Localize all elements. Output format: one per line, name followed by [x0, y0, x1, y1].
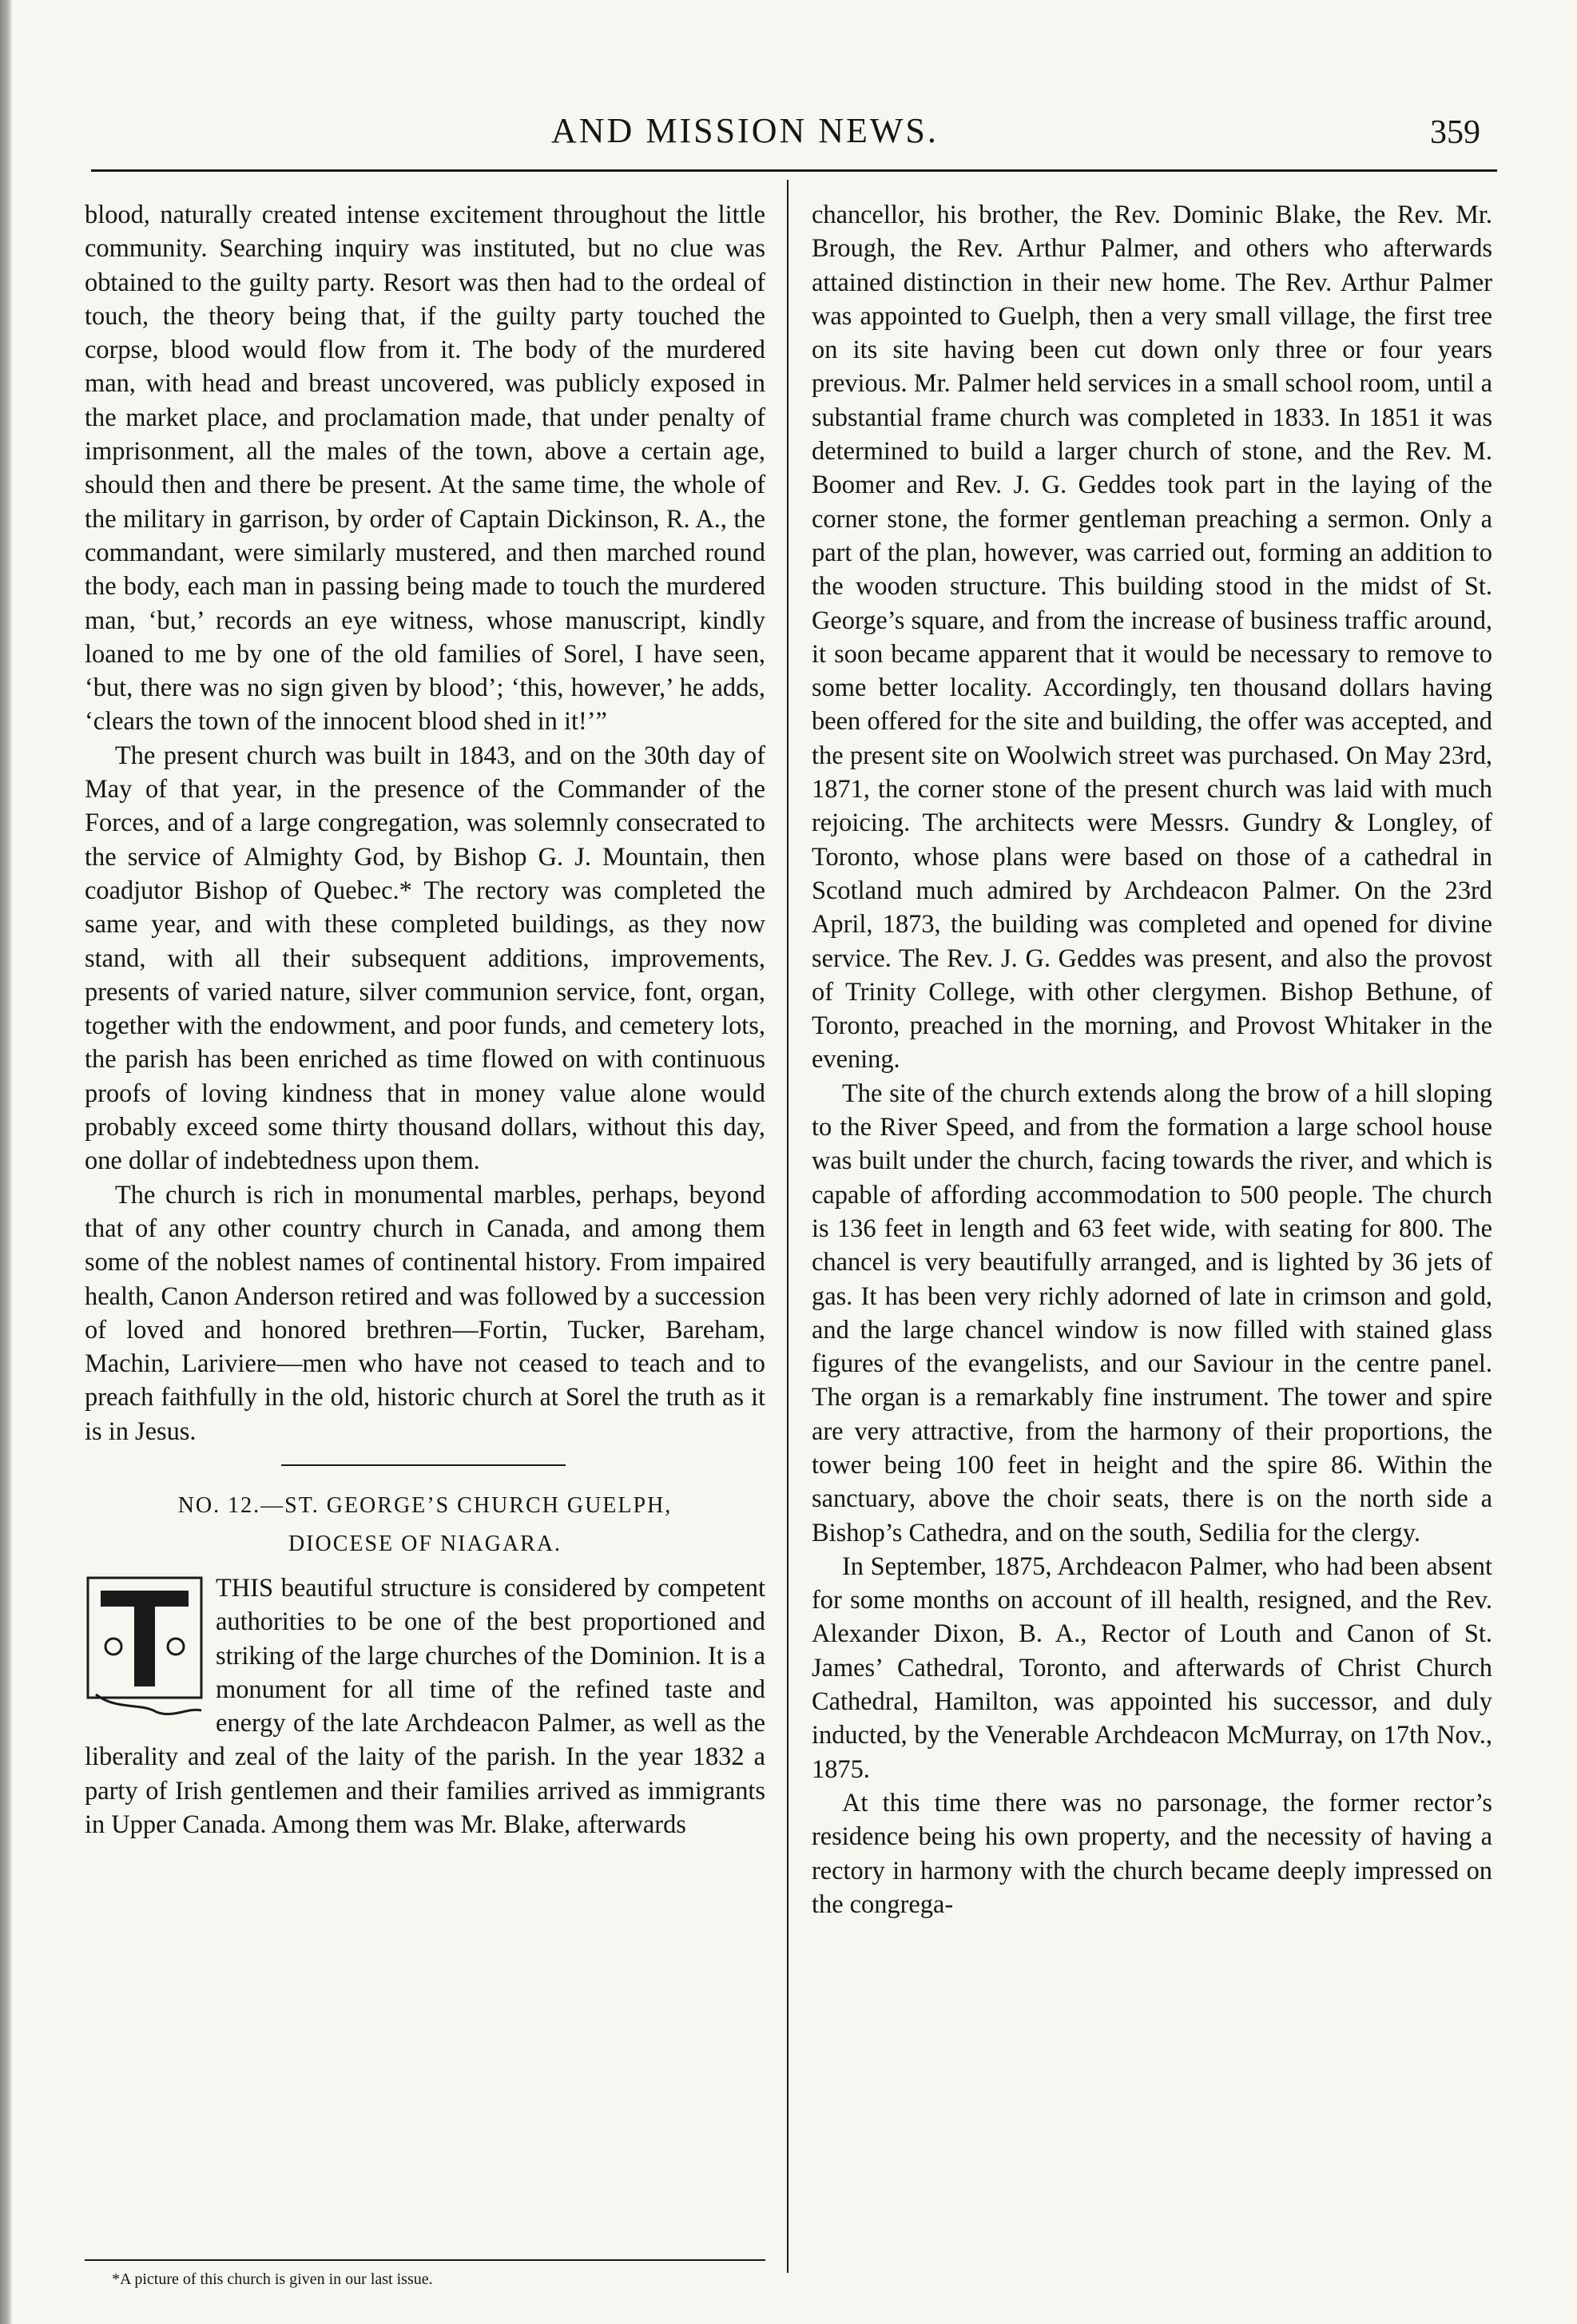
paragraph: At this time there was no parsonage, the former rector’s residence being his own property, and the necessity of having a rectory in harmony with the church became deeply impressed on the congrega- — [812, 1788, 1492, 1919]
running-title: AND MISSION NEWS. — [551, 111, 939, 150]
section-subtitle: DIOCESE OF NIAGARA. — [288, 1531, 562, 1556]
footnote-rule — [85, 2259, 765, 2261]
page-edge-shadow — [0, 0, 13, 2324]
paragraph: chancellor, his brother, the Rev. Dominic Blake, the Rev. Mr. Brough, the Rev. Arthur Palmer, and others who afterwards attained distinction in their new home. The Rev. Arthur Palmer was appointed to Guelph, then a very small village, the first tree on its site having been cut down only three or four years previous. Mr. Palmer held services in a small school room, until a substantial frame church was completed in 1833. In 1851 it was determined to build a larger church of stone, and the Rev. M. Boomer and Rev. J. G. Geddes took part in the laying of the corner stone, the former gentleman preaching a sermon. Only a part of the plan, however, was carried out, forming an addition to the wooden structure. This building stood in the midst of St. George’s square, and from the increase of business traffic around, it soon became apparent that it would be necessary to remove to some better locality. Accordingly, ten thousand dollars having been offered for the site and building, the offer was accepted, and the present site on Woolwich street was purchased. On May 23rd, 1871, the corner stone of the present church was laid with much rejoicing. The architects were Messrs. Gundry & Longley, of Toronto, whose plans were based on those of a cathedral in Scotland much admired by Archdeacon Palmer. On the 23rd April, 1873, the building was completed and opened for divine service. The Rev. J. G. Geddes was present, and also the provost of Trinity College, with other clergymen. Bishop Bethune, of Toronto, preached in the morning, and Provost Whitaker in the evening. — [812, 201, 1492, 1075]
header-rule — [91, 169, 1497, 172]
left-column — [85, 198, 765, 1841]
section-rule — [281, 1464, 566, 1466]
section-title: NO. 12.—ST. GEORGE’S CHURCH GUELPH, — [177, 1492, 673, 1518]
ornamental-initial-t — [85, 1575, 205, 1718]
page-number: 359 — [1430, 114, 1480, 151]
page-header — [0, 110, 1577, 158]
right-column — [812, 198, 1492, 1921]
paragraph: The site of the church extends along the brow of a hill sloping to the River Speed, and from the formation a large school house was built under the church, facing towards the river, and which is capable of affording accommodation to 500 people. The church is 136 feet in length and 63 feet wide, with seating for 800. The chancel is very beautifully arranged, and is lighted by 36 jets of gas. It has been very richly adorned of late in crimson and gold, and the large chancel window is now filled with stained glass figures of the evangelists, and our Saviour in the centre panel. The organ is a remarkably fine instrument. The tower and spire are very attractive, from the harmony of their proportions, the tower being 100 feet in height and the spire 86. Within the sanctuary, above the choir seats, there is on the north side a Bishop’s Cathedra, and on the south, Sedilia for the clergy. — [812, 1079, 1492, 1547]
paragraph: The present church was built in 1843, and on the 30th day of May of that year, in the presence of the Commander of the Forces, and of a large congregation, was solemnly consecrated to the service of Almighty God, by Bishop G. J. Mountain, then coadjutor Bishop of Quebec.* The rectory was completed the same year, and with these completed buildings, as they now stand, with all their subsequent additions, improvements, presents of varied nature, silver communion service, font, organ, together with the endowment, and poor funds, and cemetery lots, the parish has been enriched as time flowed on with continuous proofs of loving kindness that in money value alone would probably exceed some thirty thousand dollars, without this day, one dollar of indebtedness upon them. — [85, 741, 765, 1176]
footnote: *A picture of this church is given in our last issue. — [112, 2270, 433, 2288]
paragraph: blood, naturally created intense excitement throughout the little community. Searching inquiry was instituted, but no clue was obtained to the guilty party. Resort was then had to the ordeal of touch, the theory being that, if the guilty party touched the corpse, blood would flow from it. The body of the murdered man, with head and breast uncovered, was publicly exposed in the market place, and proclamation made, that under penalty of imprisonment, all the males of the town, above a certain age, should then and there be present. At the same time, the whole of the military in garrison, by order of Captain Dickinson, R. A., the commandant, were similarly mustered, and then marched round the body, each man in passing being made to touch the murdered man, ‘but,’ records an eye witness, whose manuscript, kindly loaned to me by one of the old families of Sorel, I have seen, ‘but, there was no sign given by blood’; ‘this, however,’ he adds, ‘clears the town of the innocent blood shed in it!’” — [85, 201, 765, 737]
column-divider — [787, 180, 788, 2273]
paragraph: THIS beautiful structure is considered by competent authorities to be one of the best proportioned and striking of the large churches of the Dominion. It is a monument for all time of the refined taste and energy of the late Archdeacon Palmer, as well as the liberality and zeal of the laity of the parish. In the year 1832 a party of Irish gentlemen and their families arrived as immigrants in Upper Canada. Among them was Mr. Blake, afterwards — [85, 1573, 765, 1840]
paragraph: The church is rich in monumental marbles, perhaps, beyond that of any other country church in Canada, and among them some of the noblest names of continental history. From impaired health, Canon Anderson retired and was followed by a succession of loved and honored brethren—Fortin, Tucker, Bareham, Machin, Lariviere—men who have not ceased to teach and to preach faithfully in the old, historic church at Sorel the truth as it is in Jesus. — [85, 1180, 765, 1446]
paragraph: In September, 1875, Archdeacon Palmer, who had been absent for some months on account of ill health, resigned, and the Rev. Alexander Dixon, B. A., Rector of Louth and Canon of St. James’ Cathedral, Toronto, and afterwards of Christ Church Cathedral, Hamilton, was appointed his successor, and duly inducted, by the Venerable Archdeacon McMurray, on 17th Nov., 1875. — [812, 1551, 1492, 1784]
